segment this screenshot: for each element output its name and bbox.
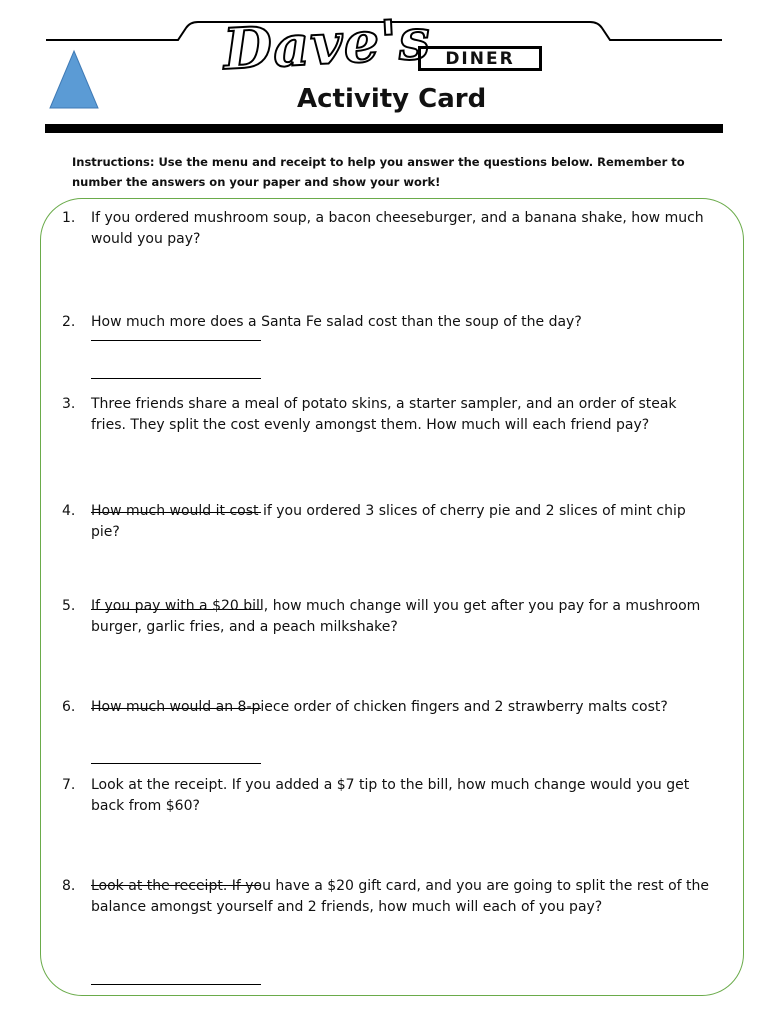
question-list	[62, 208, 712, 971]
question-7	[62, 775, 712, 876]
header-bottom-bar	[45, 124, 723, 133]
question-number: 3.	[62, 396, 76, 412]
triangle-icon	[50, 51, 98, 108]
question-text: If you pay with a $20 bill, how much change will you get after you pay for a mushroom burger, garlic fries, and a peach milkshake?	[91, 598, 701, 635]
question-text: Look at the receipt. If you have a $20 gift card, and you are going to split the rest of the balance amongst yourself and 2 friends, how much will each of you pay?	[91, 878, 710, 915]
answer-line[interactable]	[91, 918, 261, 985]
question-number: 4.	[62, 503, 76, 519]
answer-line[interactable]	[91, 333, 261, 379]
question-text: How much more does a Santa Fe salad cost than the soup of the day?	[91, 314, 582, 330]
question-number: 6.	[62, 699, 76, 715]
question-5	[62, 596, 712, 697]
question-number: 8.	[62, 878, 76, 894]
question-8	[62, 876, 712, 971]
question-text: How much would it cost if you ordered 3 slices of cherry pie and 2 slices of mint chip pie?	[91, 503, 686, 540]
page-title: Activity Card	[297, 84, 487, 114]
logo-daves: Dave's	[221, 6, 433, 83]
question-text: Three friends share a meal of potato skins, a starter sampler, and an order of steak fries. They split the cost evenly amongst them. How much will each friend pay?	[91, 396, 677, 433]
question-4	[62, 501, 712, 596]
question-text: Look at the receipt. If you added a $7 tip to the bill, how much change would you get back from $60?	[91, 777, 690, 814]
question-6	[62, 697, 712, 775]
instructions-text: Instructions: Use the menu and receipt to help you answer the questions below. Remember to number the answers on your paper and show your work!	[72, 155, 685, 189]
question-1	[62, 208, 712, 312]
question-number: 7.	[62, 777, 76, 793]
question-2	[62, 312, 712, 394]
question-text: If you ordered mushroom soup, a bacon cheeseburger, and a banana shake, how much would you pay?	[91, 210, 704, 247]
answer-line[interactable]	[91, 718, 261, 764]
question-3	[62, 394, 712, 501]
question-number: 2.	[62, 314, 76, 330]
logo-diner-badge: DINER	[418, 46, 542, 71]
question-number: 1.	[62, 210, 76, 226]
question-text: How much would an 8-piece order of chicken fingers and 2 strawberry malts cost?	[91, 699, 668, 715]
question-number: 5.	[62, 598, 76, 614]
